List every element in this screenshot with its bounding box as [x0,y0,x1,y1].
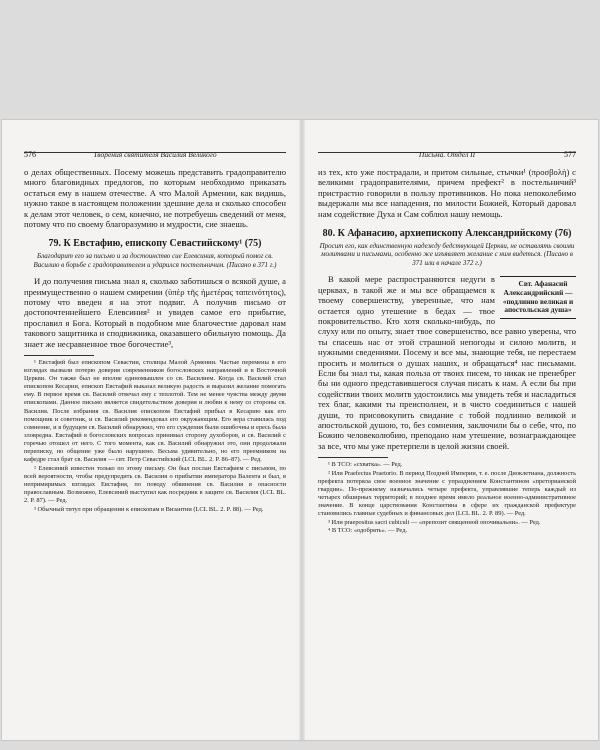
left-page-body [24,167,286,514]
margin-callout: Свт. Афанасий Александрийский — «подлинно великая и апостольская душа» [500,276,576,318]
left-footnote-3: ³ Обычный титул при обращении к епископам в Византии (LCL BL. 2. P. 88). — Ред. [34,505,264,513]
right-footnote-1: ¹ В ТСО: «схватка». — Ред. [328,461,403,469]
letter-80-title: 80. К Афанасию, архиепископу Александрийскому (76) [322,228,572,240]
right-page-number: 577 [564,150,576,159]
left-running-head [24,150,286,159]
right-footnote-4: ⁴ В ТСО: «одобрять». — Ред. [328,527,408,535]
letter-79-subtitle: Благодарит его за письмо и за достоинство сие Елевсиния, который помог св. Василию в борьбе с градоправителем и ударился постельничим. (Писано в 371 г.) [33,251,277,269]
right-top-text: из тех, кто уже пострадали, и притом сильные, стычки¹ (προσβολὴ) с великими градоправителями, причем префект² в постельничий³ пристрастно говорили в пользу противников. Но пока непоколебимо выдержали мы все нападения, по милости Божией, Который даровал нам содействие Духа и Сам соблюл нашу немощь. [318,167,576,219]
left-footnote-2: ² Елевсиний известен только по этому письму. Он был послан Евстафием с письмом, по всей вероятности, чтобы предупредить св. Василия о прибытии императора Валента и был, в непримиримых взглядах Евстафия, по поводу обвинения св. Василия в опасности православным. Возможно, Елевсиний выступил как посредник в защите св. Василия (LCL BL. 2. P. 87). — Ред. [24,464,286,505]
letter-80-subtitle: Просит его, как единственную надежду бедствующей Церкви, не оставлять своими молитвами и письмами, особенно же изъявляет желание с ним видеться. (Писано в 371 или в начале 372 г.) [319,241,575,267]
letter-79-title: 79. К Евстафию, епископу Севастийскому¹ (75) [48,238,262,250]
right-page [304,120,598,740]
right-running-head [318,150,576,159]
left-page [2,120,300,740]
letter-80-text [318,274,576,451]
left-running-title: Творения святителя Василия Великого [93,150,217,159]
right-page-body [318,167,576,536]
book-spread [2,120,598,740]
left-top-text: о делах общественных. Посему можешь представить градоправителю много благовидных предлогов, по которым необходимо приказать остаться ему в нашем отечестве. А что Малой Армении, как видишь, нужно такое в настоящем положении здешние дела и сколько способен к делам этот человек, о сем, конечно, не потребуешь сведений от меня, потому что по своему благоразумию и мудрости, сие знаешь. [24,167,286,230]
left-footnote-1: ¹ Евстафий был епископом Севастии, столицы Малой Армении. Частые перемены в его взглядах вызвали потерю доверия современников богословских направлений и в Восточной Церкви. Он также был не вполне единомышлен со св. Василием. Когда св. Василий стал епископом Кесарии, епископ Евстафий выказал великую радость и выразил желание помогать ему. В первое время св. Василий отвечал ему с теплотой. Тем не менее чувства между двумя епископами. Данное письмо является свидетельством доверия и любви к нему со стороны св. Василия. После избрания св. Василия епископом Евстафий прибыл в Кесарию как его помощник и советник, и св. Василий рекомендовал его окружающим. Его вера ставилась под сомнение, и в будущем св. Василий обнаружил, что его суждения были ошибочны и ересь была зловредна. Евстафий в богословских вопросах принимал сторону духоборов, и св. Василий с горечью отошел от него. С того момента, как св. Василий обнаружил это, они продолжали переписку, но общение уже было нарушено. Весьма удивительно, но его преемником на кафедре стал брат св. Василия — свт. Петр Севастийский (LCL BL. 2. P. 86–87). — Ред. [24,358,286,464]
left-footnote-rule [24,355,94,356]
letter-79-text: И до получения письма знал я, сколько заботишься о всякой душе, а преимущественно о нашем смирении (ὑπὲρ τῆς ἡμετέρας ταπεινότητος), потому что введен я на этот подвиг. А получив письмо от достопочтеннейшего Елевсиния² и увидев самое его прибытие, прославил я Бога. Который в подобном мне благочестие даровал нам такового защитника и сподвижника, оказавшего обильную помощь. Да знает же несравненное твое богочестие³, [24,276,286,349]
right-footnote-3: ³ Или praepositus sacri cubiculi — «препозит священной опочивальни». — Ред. [328,518,541,526]
right-running-title: Письма. Отдел II [418,150,476,159]
letter-80-body: В какой мере распространяются недуги в церквах, в такой же и мы все обращаемся к твоему совершенству, уверенные, что нам остается одно утешение в бедах — твое покровительство. Кто хотя сколько-нибудь, по слуху или по опыту, знает твое совершенство, все равно уверены, что ты спасешь нас от этой страшной непогоды и силою молитв, и нужными сведениями. Посему и все мы, знающие тебя, не перестаем просить и молиться о душах наших, и обращаться⁴ нас письмами. Если бы знал ты, какая польза от твоих писем, то никак не пренебрег бы ни одного представившегося случая писать к нам. А если бы при содействии твоих молитв удостоились мы увидеть тебя и насладиться тех благ, какими ты преисполнен, и в чисто соединиться с нашей души, то присовокупить свидание с тобой подлинно великой и апостольской душою, то, без сомнения, заключили бы о себе, что, по Божию человеколюбию, преподано нам утешение, вознаграждающее за все, что мы уже претерпели в целой жизни своей. [318,274,576,451]
left-page-number: 576 [24,150,36,159]
right-footnote-rule [318,457,388,458]
right-footnote-2: ² Или Praefectus Praetorio. В период Поздней Империи, т. е. после Диоклетиана, должность префекта потеряла свое военное значение с упразднением Константином «преторианской гвардии». По-прежнему назначались четыре префекта, управлявшие теперь каждый из четырех обширных территорий; в позднее время имело реальное военно-административное значение. В конце царствования Константина в сфере их гражданской префектуре становились главные судебных и финансовых дел (LCL BL. 2. P. 89). — Ред. [318,469,576,518]
